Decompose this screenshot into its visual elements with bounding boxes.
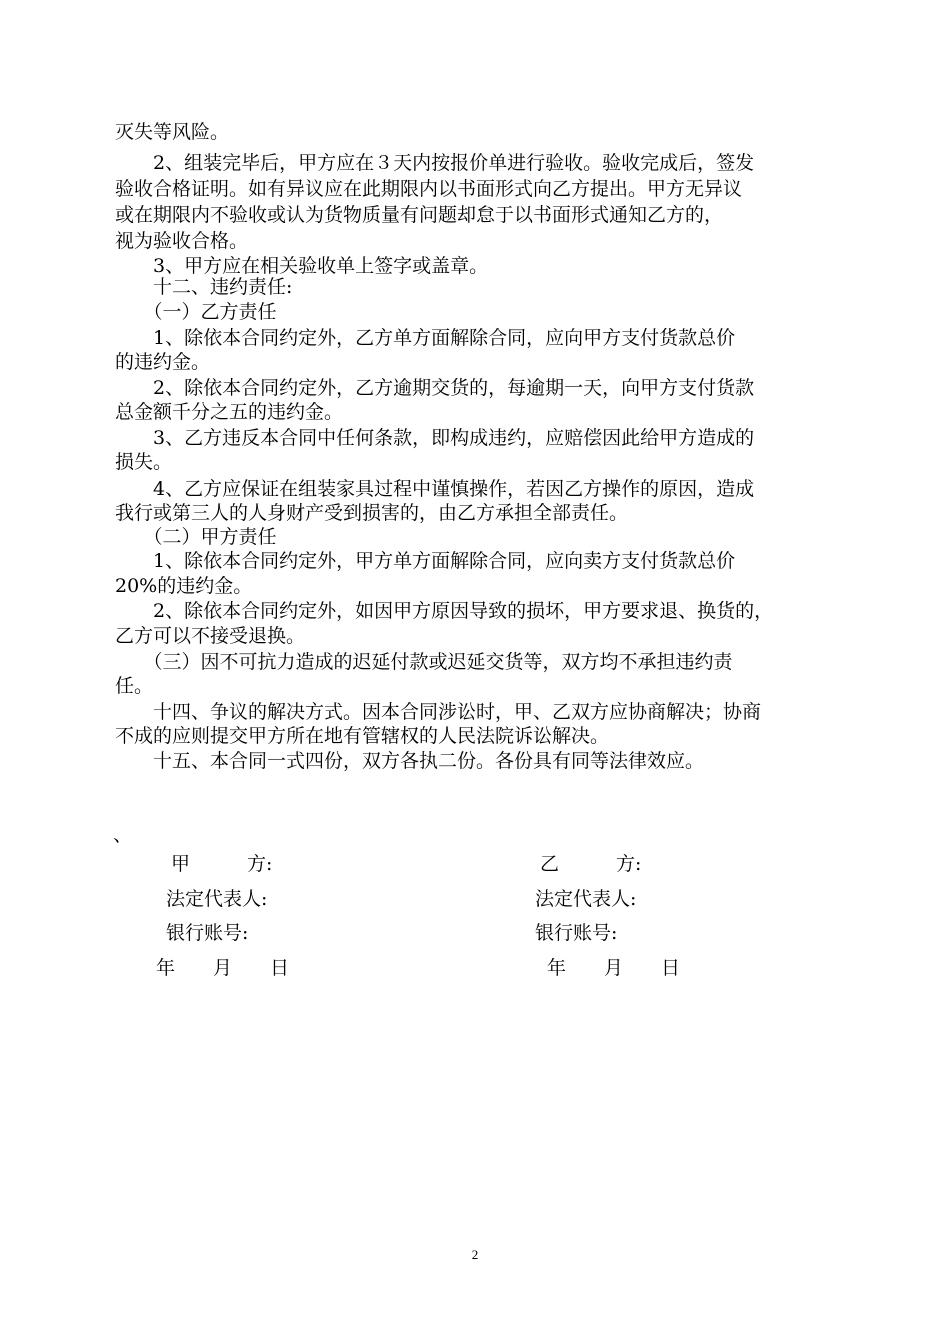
- text-line: （三）因不可抗力造成的迟延付款或迟延交货等，双方均不承担违约责: [115, 651, 733, 673]
- party-a-date: 年 月 日: [156, 957, 290, 979]
- subsection-heading: （一）乙方责任: [115, 301, 277, 323]
- party-a-rep-label: 法定代表人:: [166, 888, 268, 910]
- text-line: 3、甲方应在相关验收单上签字或盖章。: [115, 255, 489, 277]
- text-line: 4、乙方应保证在组装家具过程中谨慎操作，若因乙方操作的原因，造成: [115, 478, 755, 500]
- text-line: 灭失等风险。: [115, 121, 230, 143]
- stray-mark: 、: [113, 824, 133, 846]
- party-b-bank-label: 银行账号:: [535, 922, 618, 944]
- subsection-heading: （二）甲方责任: [115, 526, 277, 548]
- text-line: 2、除依本合同约定外，乙方逾期交货的，每逾期一天，向甲方支付货款: [115, 377, 755, 399]
- page-number: 2: [471, 1247, 479, 1262]
- text-line: 3、乙方违反本合同中任何条款，即构成违约，应赔偿因此给甲方造成的: [115, 427, 755, 449]
- text-line: 视为验收合格。: [115, 230, 249, 252]
- text-line: 20%的违约金。: [115, 575, 253, 597]
- text-line: 总金额千分之五的违约金。: [115, 401, 344, 423]
- text-line: 十五、本合同一式四份，双方各执二份。各份具有同等法律效应。: [115, 750, 705, 772]
- text-line: 任。: [115, 675, 154, 697]
- text-line: 不成的应则提交甲方所在地有管辖权的人民法院诉讼解决。: [115, 725, 610, 747]
- text-line: 2、组装完毕后，甲方应在３天内按报价单进行验收。验收完成后，签发: [115, 152, 755, 174]
- party-b-rep-label: 法定代表人:: [535, 888, 637, 910]
- party-b-label: 乙 方:: [540, 853, 642, 875]
- text-line: 2、除依本合同约定外，如因甲方原因导致的损坏，甲方要求退、换货的，: [115, 600, 774, 622]
- party-a-bank-label: 银行账号:: [166, 922, 249, 944]
- text-line: 或在期限内不验收或认为货物质量有问题却怠于以书面形式通知乙方的，: [115, 204, 724, 226]
- text-line: 损失。: [115, 451, 173, 473]
- text-line: 1、除依本合同约定外，甲方单方面解除合同，应向卖方支付货款总价: [115, 550, 736, 572]
- text-line: 乙方可以不接受退换。: [115, 625, 306, 647]
- party-a-label: 甲 方:: [171, 853, 273, 875]
- text-line: 十四、争议的解决方式。因本合同涉讼时，甲、乙双方应协商解决；协商: [115, 701, 762, 723]
- text-line: 验收合格证明。如有异议应在此期限内以书面形式向乙方提出。甲方无异议: [115, 178, 743, 200]
- party-b-date: 年 月 日: [547, 957, 681, 979]
- text-line: 的违约金。: [115, 351, 211, 373]
- text-line: 我行或第三人的人身财产受到损害的，由乙方承担全部责任。: [115, 502, 629, 524]
- section-heading: 十二、违约责任:: [115, 276, 293, 298]
- text-line: 1、除依本合同约定外，乙方单方面解除合同，应向甲方支付货款总价: [115, 327, 736, 349]
